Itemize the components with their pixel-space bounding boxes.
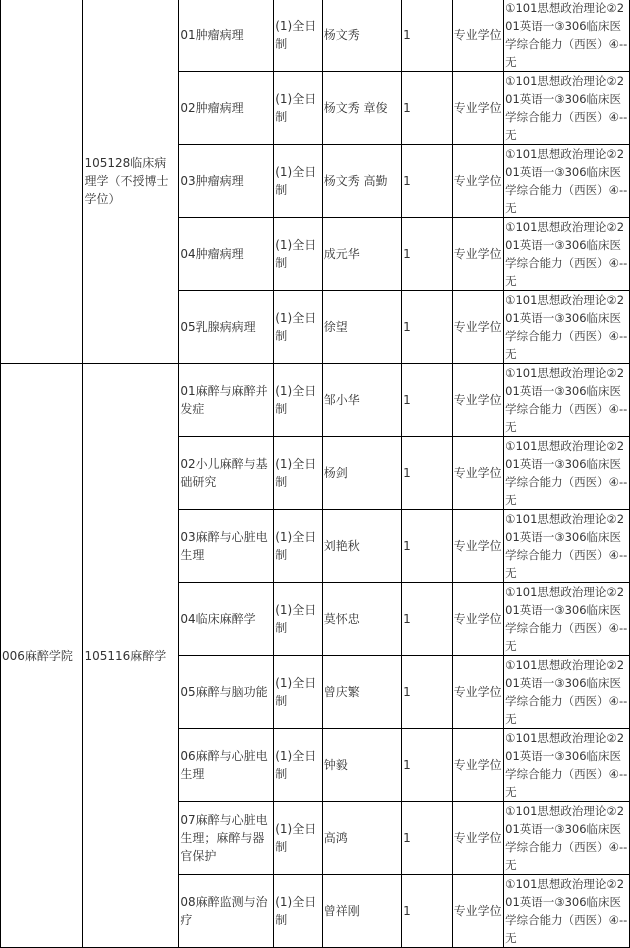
table-row — [1, 364, 630, 437]
study-mode-cell: (1)全日制 — [274, 656, 322, 729]
enrollment-cell: 1 — [402, 802, 453, 875]
direction-cell: 03麻醉与心脏电生理 — [179, 510, 274, 583]
study-mode-cell: (1)全日制 — [274, 218, 322, 291]
exam-subjects-cell: ①101思想政治理论②201英语一③306临床医学综合能力（西医）④--无 — [504, 729, 630, 802]
study-mode-cell: (1)全日制 — [274, 510, 322, 583]
supervisor-cell: 杨文秀 — [322, 0, 401, 72]
supervisor-cell: 杨剑 — [322, 437, 401, 510]
exam-subjects-cell: ①101思想政治理论②201英语一③306临床医学综合能力（西医）④--无 — [504, 802, 630, 875]
study-mode-cell: (1)全日制 — [274, 291, 322, 364]
degree-type-cell: 专业学位 — [452, 364, 504, 437]
direction-cell: 03肿瘤病理 — [179, 145, 274, 218]
enrollment-cell: 1 — [402, 656, 453, 729]
enrollment-cell: 1 — [402, 875, 453, 948]
degree-type-cell: 专业学位 — [452, 145, 504, 218]
degree-type-cell: 专业学位 — [452, 291, 504, 364]
degree-type-cell: 专业学位 — [452, 729, 504, 802]
direction-cell: 05麻醉与脑功能 — [179, 656, 274, 729]
enrollment-cell: 1 — [402, 364, 453, 437]
supervisor-cell: 邹小华 — [322, 364, 401, 437]
direction-cell: 04肿瘤病理 — [179, 218, 274, 291]
enrollment-cell: 1 — [402, 72, 453, 145]
study-mode-cell: (1)全日制 — [274, 72, 322, 145]
exam-subjects-cell: ①101思想政治理论②201英语一③306临床医学综合能力（西医）④--无 — [504, 218, 630, 291]
degree-type-cell: 专业学位 — [452, 0, 504, 72]
exam-subjects-cell: ①101思想政治理论②201英语一③306临床医学综合能力（西医）④--无 — [504, 364, 630, 437]
degree-type-cell: 专业学位 — [452, 218, 504, 291]
enrollment-cell: 1 — [402, 0, 453, 72]
direction-cell: 01肿瘤病理 — [179, 0, 274, 72]
exam-subjects-cell: ①101思想政治理论②201英语一③306临床医学综合能力（西医）④--无 — [504, 291, 630, 364]
study-mode-cell: (1)全日制 — [274, 437, 322, 510]
study-mode-cell: (1)全日制 — [274, 875, 322, 948]
degree-type-cell: 专业学位 — [452, 583, 504, 656]
direction-cell: 07麻醉与心脏电生理；麻醉与器官保护 — [179, 802, 274, 875]
direction-cell: 01麻醉与麻醉并发症 — [179, 364, 274, 437]
exam-subjects-cell: ①101思想政治理论②201英语一③306临床医学综合能力（西医）④--无 — [504, 656, 630, 729]
study-mode-cell: (1)全日制 — [274, 0, 322, 72]
major-cell: 105116麻醉学 — [83, 364, 179, 948]
direction-cell: 02肿瘤病理 — [179, 72, 274, 145]
degree-type-cell: 专业学位 — [452, 656, 504, 729]
supervisor-cell: 曾祥刚 — [322, 875, 401, 948]
supervisor-cell: 高鸿 — [322, 802, 401, 875]
direction-cell: 08麻醉监测与治疗 — [179, 875, 274, 948]
enrollment-cell: 1 — [402, 583, 453, 656]
table-row — [1, 0, 630, 72]
enrollment-cell: 1 — [402, 145, 453, 218]
exam-subjects-cell: ①101思想政治理论②201英语一③306临床医学综合能力（西医）④--无 — [504, 145, 630, 218]
supervisor-cell: 钟毅 — [322, 729, 401, 802]
college-cell — [1, 0, 83, 364]
enrollment-cell: 1 — [402, 729, 453, 802]
exam-subjects-cell: ①101思想政治理论②201英语一③306临床医学综合能力（西医）④--无 — [504, 510, 630, 583]
supervisor-cell: 莫怀忠 — [322, 583, 401, 656]
degree-type-cell: 专业学位 — [452, 437, 504, 510]
exam-subjects-cell: ①101思想政治理论②201英语一③306临床医学综合能力（西医）④--无 — [504, 875, 630, 948]
supervisor-cell: 徐望 — [322, 291, 401, 364]
degree-type-cell: 专业学位 — [452, 802, 504, 875]
supervisor-cell: 杨文秀 高勤 — [322, 145, 401, 218]
direction-cell: 04临床麻醉学 — [179, 583, 274, 656]
study-mode-cell: (1)全日制 — [274, 729, 322, 802]
supervisor-cell: 刘艳秋 — [322, 510, 401, 583]
enrollment-cell: 1 — [402, 437, 453, 510]
enrollment-cell: 1 — [402, 218, 453, 291]
study-mode-cell: (1)全日制 — [274, 145, 322, 218]
study-mode-cell: (1)全日制 — [274, 802, 322, 875]
direction-cell: 02小儿麻醉与基础研究 — [179, 437, 274, 510]
degree-type-cell: 专业学位 — [452, 72, 504, 145]
study-mode-cell: (1)全日制 — [274, 583, 322, 656]
enrollment-cell: 1 — [402, 291, 453, 364]
enrollment-cell: 1 — [402, 510, 453, 583]
exam-subjects-cell: ①101思想政治理论②201英语一③306临床医学综合能力（西医）④--无 — [504, 583, 630, 656]
exam-subjects-cell: ①101思想政治理论②201英语一③306临床医学综合能力（西医）④--无 — [504, 437, 630, 510]
major-cell: 105128临床病理学（不授博士学位） — [83, 0, 179, 364]
exam-subjects-cell: ①101思想政治理论②201英语一③306临床医学综合能力（西医）④--无 — [504, 0, 630, 72]
exam-subjects-cell: ①101思想政治理论②201英语一③306临床医学综合能力（西医）④--无 — [504, 72, 630, 145]
direction-cell: 06麻醉与心脏电生理 — [179, 729, 274, 802]
degree-type-cell: 专业学位 — [452, 875, 504, 948]
supervisor-cell: 曾庆繁 — [322, 656, 401, 729]
study-mode-cell: (1)全日制 — [274, 364, 322, 437]
direction-cell: 05乳腺病病理 — [179, 291, 274, 364]
supervisor-cell: 杨文秀 章俊 — [322, 72, 401, 145]
supervisor-cell: 成元华 — [322, 218, 401, 291]
college-cell: 006麻醉学院 — [1, 364, 83, 948]
degree-type-cell: 专业学位 — [452, 510, 504, 583]
